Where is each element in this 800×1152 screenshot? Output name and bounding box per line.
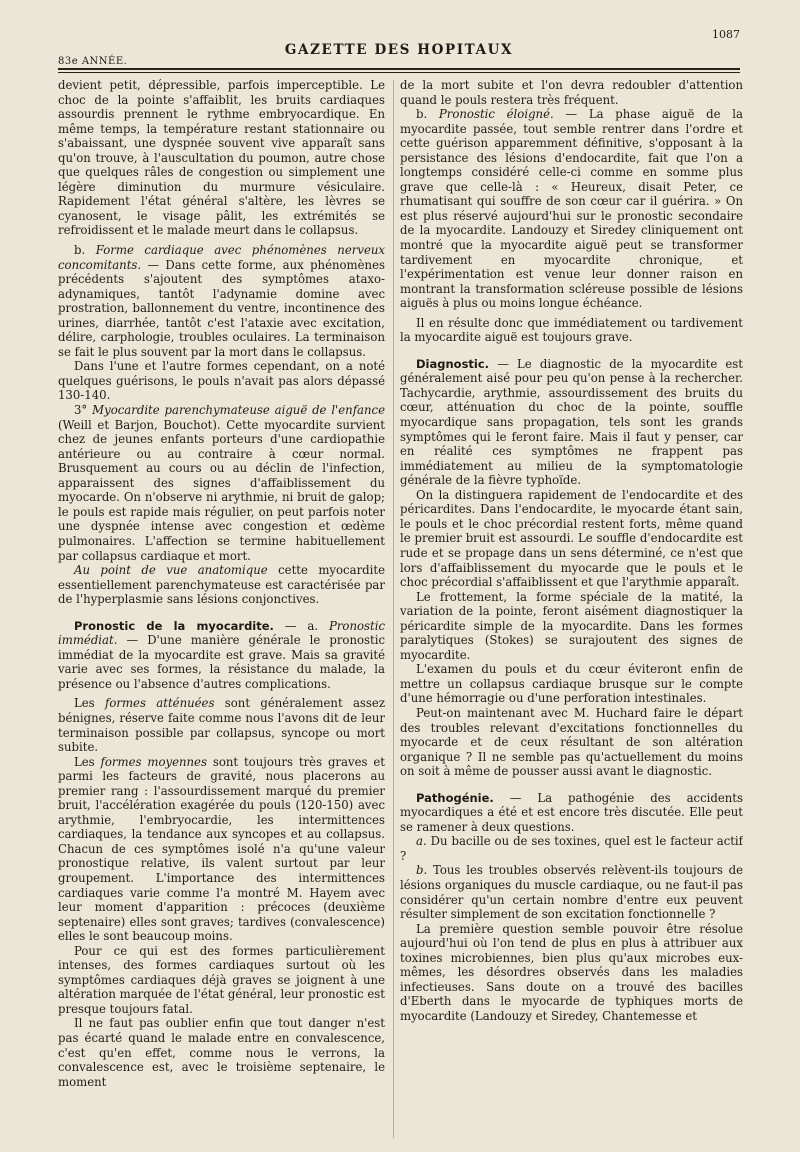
emphasis: Pronostic immédiat.: [58, 618, 385, 648]
header-rule: [58, 68, 740, 70]
paragraph-text: — Dans cette forme, aux phénomènes précédents s'ajoutent des symptômes ataxo-adynamiques, tantôt l'adynamie domine avec prostration, ballonnement du ventre, incontinence des urines, diarrhée, tantôt c'est l'ataxie avec excitation, délire, carphologie, troubles oculaires. La terminaison se fait le plus souvent par la mort dans le collapsus.: [58, 257, 385, 359]
paragraph-childhood-myocarditis: [58, 403, 385, 563]
paragraph-text: cette myocardite essentiellement parenchymateuse est caractérisée par de l'hyperplasmie sans lésions conjonctives.: [58, 563, 385, 607]
paragraph: L'examen du pouls et du cœur éviteront enfin de mettre un collapsus cardiaque brusque sur le compte d'une hémorragie ou d'une perforation intestinales.: [400, 662, 743, 706]
paragraph-cardiac-nervous-form: [58, 243, 385, 359]
paragraph: Il ne faut pas oublier enfin que tout danger n'est pas écarté quand le malade entre en convalescence, c'est qu'en effet, comme nous le verrons, la convalescence est, avec le troisième septenaire, le moment: [58, 1016, 385, 1089]
paragraph: de la mort subite et l'on devra redoubler d'attention quand le pouls restera très fréquent.: [400, 78, 743, 107]
dash: — a.: [273, 618, 329, 633]
header-rule-thin: [58, 72, 740, 73]
emphasis: Au point de vue anatomique: [74, 563, 268, 578]
enum: b.: [416, 863, 433, 878]
paragraph-text: — D'une manière générale le pronostic immédiat de la myocardite est grave. Mais sa gravité varie avec ses formes, la résistance du malade, la présence ou l'absence d'autres complications.: [58, 633, 385, 691]
enum: a.: [416, 834, 431, 849]
paragraph: Il en résulte donc que immédiatement ou tardivement la myocardite aiguë est toujours grave.: [400, 315, 743, 345]
journal-title: GAZETTE DES HOPITAUX: [284, 42, 514, 58]
right-column: [400, 78, 743, 1138]
section-heading: Pronostic de la myocardite.: [74, 618, 274, 633]
paragraph-text: Les: [74, 696, 106, 711]
paragraph: Le frottement, la forme spéciale de la matité, la variation de la pointe, feront aisément diagnostiquer la péricardite simple de la myocardite. Dans les formes paralytiques (Stokes) se surajoutent des signes de myocardite.: [400, 589, 743, 662]
paragraph: Dans l'une et l'autre formes cependant, on a noté quelques guérisons, le pouls n'avait pas alors dépassé 130-140.: [58, 359, 385, 403]
paragraph-text: sont toujours très graves et parmi les facteurs de gravité, nous placerons au premier rang : l'assourdissement marqué du premier bruit, l'accélération exagérée du pouls (120-150) avec arythmie, l'embryocardie, les intermittences cardiaques, la tendance aux syncopes et au collapsus. Chacun de ces symptômes isolé n'a qu'une valeur pronostique relative, ils valent surtout par leur groupement. L'importance des intermittences cardiaques varie comme l'a montré M. Hayem avec leur moment d'apparition : précoces (deuxième septenaire) elles sont graves; tardives (convalescence) elles le sont beaucoup moins.: [58, 754, 385, 944]
enum: b.: [416, 107, 439, 122]
paragraph-text: Tous les troubles observés relèvent-ils toujours de lésions organiques du muscle cardiaque, ou ne faut-il pas considérer qu'un certain nombre d'entre eux peuvent résulter simplement de son excitation fonctionnelle ?: [400, 863, 743, 922]
paragraph-text: sont généralement assez bénignes, réserve faite comme nous l'avons dit de leur terminaison possible par collapsus, syncope ou mort subite.: [58, 696, 385, 755]
section-heading: Diagnostic.: [416, 356, 490, 371]
paragraph: devient petit, dépressible, parfois imperceptible. Le choc de la pointe s'affaiblit, les bruits cardiaques assourdis prennent le rythme embryocardique. En même temps, la température restant stationnaire ou s'abaissant, une dyspnée souvent vive apparaît sans qu'on trouve, à l'auscultation du poumon, autre chose que quelques râles de congestion ou simplement une légère diminution du murmure vésiculaire. Rapidement l'état général s'altère, les lèvres se cyanosent, le visage pâlit, les extrémités se refroidissent et le malade meurt dans le collapsus.: [58, 78, 385, 238]
running-head: [58, 28, 740, 68]
emphasis: Myocardite parenchymateuse aiguë de l'enfance: [92, 403, 385, 418]
question-b: [400, 863, 743, 921]
paragraph-text: — La phase aiguë de la myocardite passée, tout semble rentrer dans l'ordre et cette guérison apparemment définitive, s'opposant à la persistance des lésions d'endocardite, fait que l'on a longtemps considéré celle-ci comme en somme plus grave que celle-là : « Heureux, disait Peter, ce rhumatisant qui souffre de son cœur car il guérira. » On est plus réservé aujourd'hui sur le pronostic secondaire de la myocardite. Landouzy et Siredey cliniquement ont montré que la myocardite aiguë peut se transformer tardivement en myocardite chronique, et l'expérimentation est venue leur donner raison en montrant la transformation scléreuse possible de lésions aiguës à plus ou moins longue échéance.: [400, 107, 743, 311]
volume-year: 83e ANNÉE.: [58, 56, 128, 67]
paragraph: On la distinguera rapidement de l'endocardite et des péricardites. Dans l'endocardite, le myocarde étant sain, le pouls et le choc précordial restent forts, même quand le premier bruit est assourdi. Le souffle d'endocardite est rude et se propage dans un sens déterminé, ce n'est que lors d'affaiblissement du myocarde que le pouls et le choc précordial s'affaiblissent et que l'arythmie apparaît.: [400, 487, 743, 590]
paragraph-text: — Le diagnostic de la myocardite est généralement aisé pour peu qu'on pense à la rechercher. Tachycardie, arythmie, assourdissement des bruits du cœur, atténuation du choc de la pointe, souffle myocardique sans propagation, tels sont les grands symptômes qui le feront faire. Mais il faut y penser, car en réalité ces symptômes ne frappent pas immédiatement au milieu de la symptomatologie générale de la fièvre typhoïde.: [400, 356, 743, 488]
paragraph-anatomy: [58, 563, 385, 607]
left-column: [58, 78, 385, 1138]
section-heading: Pathogénie.: [416, 790, 494, 805]
paragraph: La première question semble pouvoir être résolue aujourd'hui où l'on tend de plus en plus à attribuer aux toxines microbiennes, bien plus qu'aux microbes eux-mêmes, les désordres observés dans les maladies infectieuses. Sans doute on a trouvé des bacilles d'Eberth dans le myocarde de typhiques morts de myocardite (Landouzy et Siredey, Chantemesse et: [400, 921, 743, 1023]
paragraph-text: — La pathogénie des accidents myocardiques a été et est encore très discutée. Elle peut se ramener à deux questions.: [400, 790, 743, 834]
paragraph-attenuated-forms: [58, 696, 385, 754]
paragraph-text: (Weill et Barjon, Bouchot). Cette myocardite survient chez de jeunes enfants porteurs d'une cardiopathie antérieure ou au contraire à cœur normal. Brusquement au cours ou au déclin de l'infection, apparaissent des signes d'affaiblissement du myocarde. On n'observe ni arythmie, ni bruit de galop; le pouls est rapide mais régulier, on peut parfois noter une dyspnée intense avec congestion et œdème pulmonaires. L'affection se termine habituellement par collapsus cardiaque et mort.: [58, 417, 385, 563]
page-number: 1087: [712, 28, 740, 41]
enum: b.: [74, 243, 96, 258]
paragraph-text: Du bacille ou de ses toxines, quel est le facteur actif ?: [400, 834, 743, 863]
paragraph-late-prognosis: [400, 107, 743, 311]
paragraph-average-forms: [58, 755, 385, 944]
column-divider: [393, 80, 394, 1138]
section-diagnosis: [400, 357, 743, 488]
section-pathogeny: [400, 791, 743, 835]
paragraph: Peut-on maintenant avec M. Huchard faire le départ des troubles relevant d'excitations fonctionnelles du myocarde et de ceux résultant de son altération organique ? Il ne semble pas qu'actuellement du moins on soit à même de pousser aussi avant le diagnostic.: [400, 705, 743, 779]
section-prognosis: [58, 619, 385, 692]
emphasis: Pronostic éloigné.: [438, 107, 554, 122]
emphasis: formes moyennes: [100, 754, 207, 769]
emphasis: Forme cardiaque avec phénomènes nerveux concomitants.: [58, 243, 385, 272]
emphasis: formes atténuées: [105, 696, 215, 711]
paragraph: Pour ce qui est des formes particulièrement intenses, des formes cardiaques surtout où les symptômes cardiaques déjà graves se joignent à une altération marquée de l'état général, leur pronostic est presque toujours fatal.: [58, 943, 385, 1016]
question-a: [400, 834, 743, 863]
paragraph-text: Les: [74, 754, 101, 769]
enum: 3°: [74, 403, 93, 418]
